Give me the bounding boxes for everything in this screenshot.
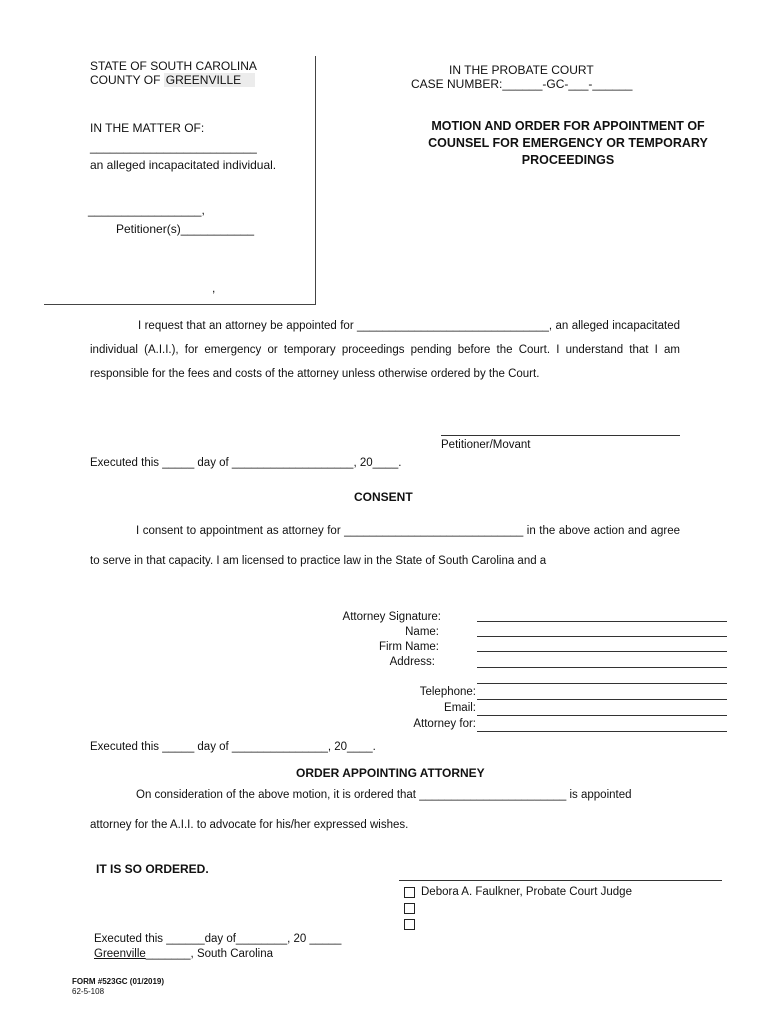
petitioner-signature-label: Petitioner/Movant	[441, 439, 531, 451]
telephone-line[interactable]	[477, 699, 727, 700]
statute-code: 62-5-108	[72, 987, 105, 996]
ai-label: an alleged incapacitated individual.	[90, 158, 277, 172]
court-label: IN THE PROBATE COURT	[449, 63, 594, 77]
attorney-name-line[interactable]	[477, 636, 727, 637]
judge-checkbox-2[interactable]	[404, 903, 415, 914]
address-line-1[interactable]	[477, 667, 727, 668]
matter-label: IN THE MATTER OF:	[90, 121, 205, 135]
county-label: COUNTY OF	[90, 73, 161, 87]
matter-name-field[interactable]: _________________________	[90, 140, 257, 154]
order-location	[94, 948, 273, 960]
consent-executed: Executed this _____ day of _______________, 20____.	[90, 741, 376, 753]
consent-heading: CONSENT	[354, 490, 413, 504]
order-executed: Executed this ______day of________, 20 _____	[94, 933, 342, 945]
consent-paragraph: I consent to appointment as attorney for ____________________________ in the above action and agree to serve in that capacity. I am licensed to practice law in the State of South Carolina and a	[90, 525, 680, 567]
firm-name-label: Firm Name:	[378, 641, 439, 653]
address-label: Address:	[389, 656, 435, 668]
motion-executed: Executed this _____ day of ___________________, 20____.	[90, 457, 402, 469]
attorney-signature-label: Attorney Signature:	[342, 611, 441, 623]
judge-name: Debora A. Faulkner, Probate Court Judge	[421, 886, 632, 898]
address-line-2[interactable]	[477, 683, 727, 684]
caption-divider-horizontal	[44, 304, 316, 305]
order-paragraph-line1: On consideration of the above motion, it is ordered that _______________________ is appointed	[136, 789, 632, 801]
telephone-label: Telephone:	[419, 686, 476, 698]
petitioner-label: Petitioner(s)___________	[116, 222, 255, 236]
county-field[interactable]: GREENVILLE	[164, 73, 255, 87]
petitioner-name-field[interactable]: _________________,	[88, 203, 205, 217]
form-number: FORM #523GC (01/2019)	[72, 977, 165, 986]
location-suffix: _______, South Carolina	[145, 948, 274, 960]
case-number: CASE NUMBER:______-GC-___-______	[411, 77, 633, 91]
caption-comma: ,	[212, 281, 216, 295]
county-line	[90, 73, 255, 87]
order-heading: ORDER APPOINTING ATTORNEY	[296, 766, 485, 780]
attorney-for-label: Attorney for:	[413, 718, 476, 730]
attorney-signature-line[interactable]	[477, 621, 727, 622]
attorney-for-line[interactable]	[477, 731, 727, 732]
email-line[interactable]	[477, 715, 727, 716]
petitioner-signature-line[interactable]	[441, 435, 680, 436]
so-ordered: IT IS SO ORDERED.	[96, 862, 209, 876]
location-field[interactable]: Greenville	[94, 948, 146, 960]
email-label: Email:	[444, 702, 476, 714]
state-label: STATE OF SOUTH CAROLINA	[90, 59, 257, 73]
order-paragraph-line2: attorney for the A.I.I. to advocate for his/her expressed wishes.	[90, 819, 409, 831]
caption-divider-vertical	[315, 56, 316, 305]
document-title: MOTION AND ORDER FOR APPOINTMENT OF COUNSEL FOR EMERGENCY OR TEMPORARY PROCEEDINGS	[428, 119, 708, 167]
motion-paragraph: I request that an attorney be appointed for ______________________________, an alleged incapacitated individual (A.I.I.), for emergency or temporary proceedings pending before the Court. I understand that I am responsible for the fees and costs of the attorney unless otherwise ordered by the Court.	[90, 320, 680, 380]
firm-name-line[interactable]	[477, 651, 727, 652]
attorney-name-label: Name:	[405, 626, 439, 638]
judge-checkbox-1[interactable]	[404, 887, 415, 898]
judge-signature-line[interactable]	[399, 880, 722, 881]
judge-checkbox-3[interactable]	[404, 919, 415, 930]
